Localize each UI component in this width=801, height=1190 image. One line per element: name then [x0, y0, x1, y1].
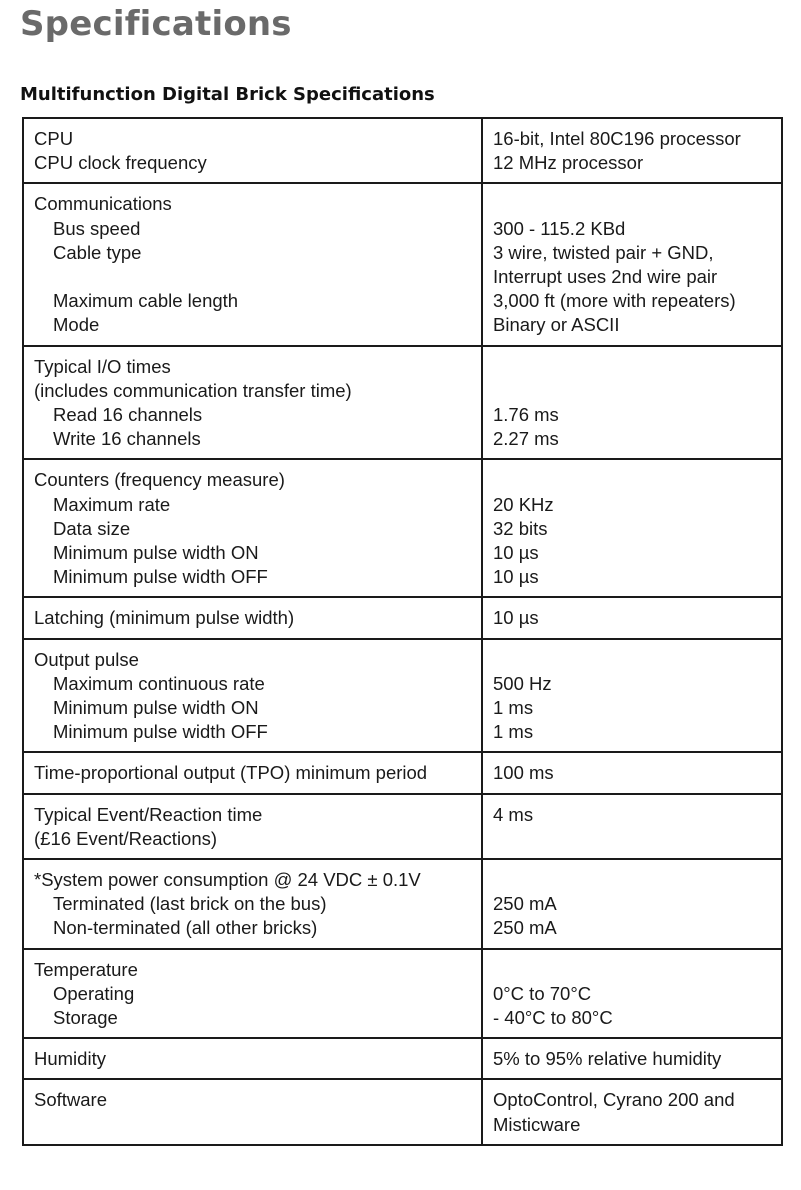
- table-row: [23, 752, 782, 793]
- table-title: Multifunction Digital Brick Specifications: [20, 84, 435, 105]
- spec-sub-label: Operating: [53, 982, 135, 1004]
- spec-label-cell: [23, 346, 482, 460]
- spec-sub-label: Maximum rate: [53, 493, 171, 515]
- spec-value-cell: [482, 459, 782, 597]
- spec-table-body: [23, 118, 782, 1145]
- spec-label: Software: [34, 1089, 108, 1111]
- table-row: [23, 859, 782, 949]
- spec-label-cell: [23, 118, 482, 183]
- spec-sub-label: Maximum cable length: [53, 290, 239, 312]
- table-row: [23, 949, 782, 1039]
- spec-value: [493, 468, 771, 492]
- spec-sub-label: Write 16 channels: [53, 428, 201, 450]
- table-row: [23, 794, 782, 859]
- spec-sub-label: Maximum continuous rate: [53, 672, 265, 694]
- spec-label: Output pulse: [34, 648, 139, 670]
- page-title: Specifications: [20, 4, 292, 44]
- spec-label: Temperature: [34, 958, 138, 980]
- spec-value: [493, 379, 771, 403]
- spec-value: 12 MHz processor: [493, 152, 644, 174]
- spec-sub-label: Terminated (last brick on the bus): [53, 893, 327, 915]
- spec-label: Typical I/O times: [34, 355, 171, 377]
- table-row: [23, 459, 782, 597]
- spec-sub-label: Minimum pulse width ON: [53, 697, 259, 719]
- spec-value: 10 µs: [493, 607, 539, 629]
- spec-value-cell: [482, 118, 782, 183]
- spec-label-cell: [23, 459, 482, 597]
- spec-value: 250 mA: [493, 917, 557, 939]
- spec-sub-label: Data size: [53, 517, 131, 539]
- spec-value: [493, 192, 771, 216]
- spec-value: 20 KHz: [493, 493, 554, 515]
- spec-label: Humidity: [34, 1048, 106, 1070]
- table-row: [23, 346, 782, 460]
- spec-value: [493, 355, 771, 379]
- spec-label: Latching (minimum pulse width): [34, 607, 295, 629]
- spec-label-cell: [23, 1079, 482, 1144]
- spec-label-cell: [23, 794, 482, 859]
- spec-label-cell: [23, 949, 482, 1039]
- spec-label: CPU: [34, 128, 74, 149]
- spec-value: - 40°C to 80°C: [493, 1007, 613, 1029]
- spec-sub-label: Minimum pulse width OFF: [53, 721, 268, 743]
- spec-value: Binary or ASCII: [493, 314, 620, 336]
- spec-sub-label: [34, 265, 471, 289]
- spec-label: (includes communication transfer time): [34, 379, 352, 401]
- spec-value: 32 bits: [493, 517, 548, 539]
- spec-value: 250 mA: [493, 893, 557, 915]
- spec-value: Misticware: [493, 1113, 581, 1135]
- table-row: [23, 597, 782, 638]
- spec-sub-label: Storage: [53, 1007, 118, 1029]
- spec-label: Time-proportional output (TPO) minimum period: [34, 762, 428, 784]
- table-row: [23, 1079, 782, 1144]
- spec-value: 2.27 ms: [493, 428, 559, 450]
- spec-value: 1 ms: [493, 721, 534, 743]
- spec-value: 3,000 ft (more with repeaters): [493, 290, 736, 312]
- spec-label-cell: [23, 597, 482, 638]
- spec-value: 300 - 115.2 KBd: [493, 217, 626, 239]
- spec-value-cell: [482, 183, 782, 345]
- spec-sub-label: Minimum pulse width ON: [53, 542, 259, 564]
- spec-value-cell: [482, 346, 782, 460]
- spec-value: 5% to 95% relative humidity: [493, 1048, 722, 1070]
- spec-value: Interrupt uses 2nd wire pair: [493, 266, 718, 287]
- spec-label-cell: [23, 639, 482, 753]
- table-row: [23, 639, 782, 753]
- spec-value: 4 ms: [493, 803, 534, 825]
- table-row: [23, 1038, 782, 1079]
- spec-value: [493, 958, 771, 982]
- spec-value: 10 µs: [493, 566, 539, 588]
- spec-value: 10 µs: [493, 542, 539, 564]
- table-row: [23, 183, 782, 345]
- spec-label-cell: [23, 752, 482, 793]
- spec-label: *System power consumption @ 24 VDC ± 0.1V: [34, 869, 421, 891]
- spec-label: Communications: [34, 193, 172, 215]
- spec-sub-label: Minimum pulse width OFF: [53, 566, 268, 588]
- spec-value-cell: [482, 794, 782, 859]
- spec-label-cell: [23, 183, 482, 345]
- spec-value: [493, 868, 771, 892]
- spec-value: 1 ms: [493, 697, 534, 719]
- spec-value: 16-bit, Intel 80C196 processor: [493, 128, 741, 149]
- spec-sub-label: Cable type: [53, 241, 142, 263]
- spec-value-cell: [482, 859, 782, 949]
- spec-label-cell: [23, 859, 482, 949]
- spec-value: [493, 648, 771, 672]
- spec-value: 3 wire, twisted pair + GND,: [493, 241, 714, 263]
- spec-value-cell: [482, 1038, 782, 1079]
- spec-value-cell: [482, 639, 782, 753]
- spec-value-cell: [482, 1079, 782, 1144]
- spec-value-cell: [482, 752, 782, 793]
- spec-value: 100 ms: [493, 762, 554, 784]
- spec-label: CPU clock frequency: [34, 152, 207, 174]
- spec-value: 0°C to 70°C: [493, 982, 592, 1004]
- spec-sub-label: Non-terminated (all other bricks): [53, 917, 318, 939]
- spec-label-cell: [23, 1038, 482, 1079]
- spec-label: Typical Event/Reaction time: [34, 803, 263, 825]
- spec-label: Counters (frequency measure): [34, 469, 285, 491]
- spec-value-cell: [482, 949, 782, 1039]
- spec-value: 1.76 ms: [493, 403, 559, 425]
- spec-value: OptoControl, Cyrano 200 and: [493, 1089, 735, 1111]
- spec-sub-label: Read 16 channels: [53, 404, 203, 426]
- spec-table: [22, 117, 783, 1146]
- spec-sub-label: Bus speed: [53, 217, 141, 239]
- spec-value: 500 Hz: [493, 672, 552, 694]
- spec-label: (£16 Event/Reactions): [34, 827, 218, 849]
- spec-sub-label: Mode: [53, 314, 100, 336]
- spec-value-cell: [482, 597, 782, 638]
- table-row: [23, 118, 782, 183]
